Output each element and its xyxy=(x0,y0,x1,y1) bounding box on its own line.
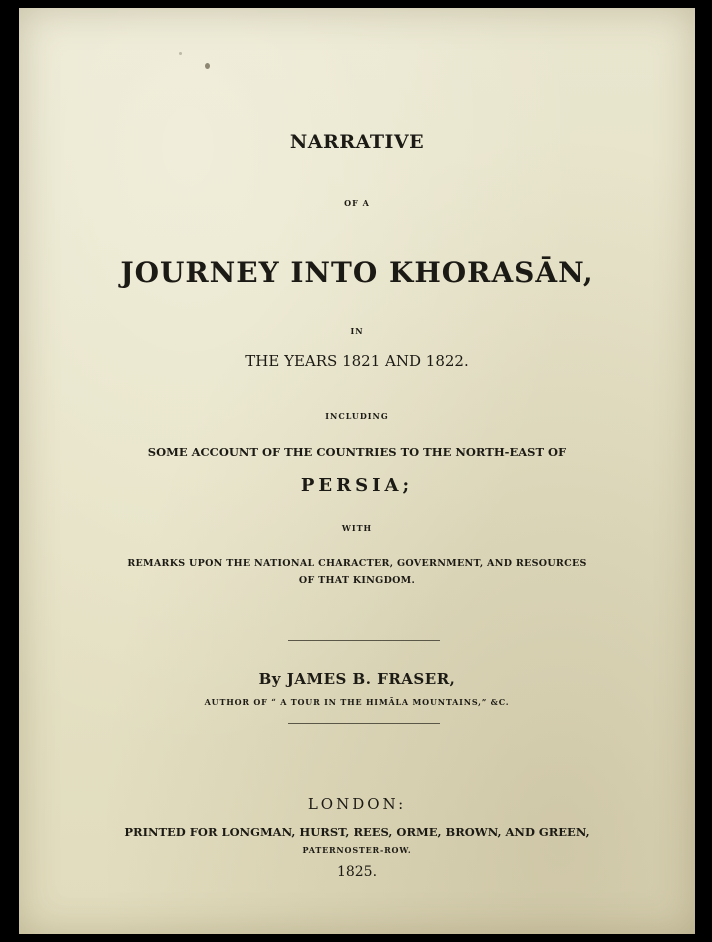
of-a-text: OF A xyxy=(344,198,370,208)
divider-rule xyxy=(288,723,440,724)
remarks-line-1: REMARKS UPON THE NATIONAL CHARACTER, GOVERNMENT, AND RESOURCES xyxy=(127,558,587,569)
paternoster-line: PATERNOSTER-ROW. xyxy=(302,845,412,855)
london-heading: LONDON: xyxy=(307,795,407,813)
ink-spot xyxy=(205,63,210,69)
narrative-heading: NARRATIVE xyxy=(289,131,425,153)
title-page xyxy=(19,8,695,934)
including-text: INCLUDING xyxy=(325,411,389,421)
divider-rule xyxy=(288,640,440,641)
in-text: IN xyxy=(350,326,364,336)
author-line: By JAMES B. FRASER, xyxy=(258,670,456,688)
printed-for-line: PRINTED FOR LONGMAN, HURST, REES, ORME, BROWN, AND GREEN, xyxy=(124,825,590,839)
publication-year: 1825. xyxy=(336,864,378,880)
years-text: THE YEARS 1821 AND 1822. xyxy=(245,352,469,370)
author-of-line: AUTHOR OF “ A TOUR IN THE HIMĀLA MOUNTAINS,” &C. xyxy=(204,697,510,707)
main-title: JOURNEY INTO KHORASĀN, xyxy=(120,256,594,289)
with-text: WITH xyxy=(341,523,373,533)
countries-text: SOME ACCOUNT OF THE COUNTRIES TO THE NORTH-EAST OF xyxy=(147,445,567,459)
remarks-line-2: OF THAT KINGDOM. xyxy=(298,575,416,586)
ink-spot xyxy=(179,52,182,55)
persia-heading: PERSIA; xyxy=(300,475,414,496)
